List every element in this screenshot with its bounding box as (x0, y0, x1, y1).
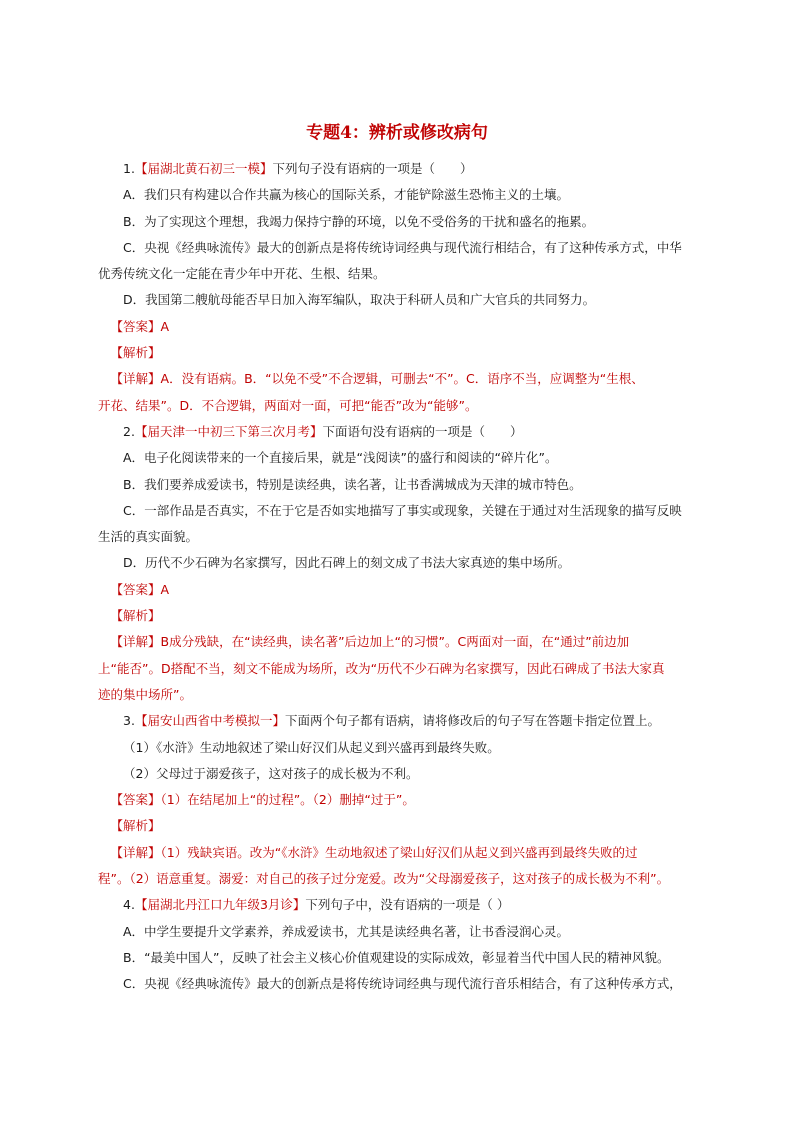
question-text: 下面两个句子都有语病，请将修改后的句子写在答题卡指定位置上。 (284, 713, 660, 729)
question-source: 【届湖北丹江口九年级3月诊】 (134, 897, 306, 913)
detail-line (98, 840, 698, 866)
detail-line (98, 629, 698, 655)
analysis-label: 【解析】 (110, 608, 161, 624)
option-c: C．一部作品是否真实，不在于它是否如实地描写了事实或现象，关键在于通过对生活现象的描写反映 (123, 502, 682, 518)
option-c: C．央视《经典咏流传》最大的创新点是将传统诗词经典与现代流行相结合，有了这种传承方式，中华 (123, 239, 682, 255)
answer-line (98, 787, 698, 813)
sentence-1: （1）《水浒》生动地叙述了梁山好汉们从起义到兴盛再到最终失败。 (123, 739, 500, 755)
question-stem (98, 892, 698, 918)
detail-text-continued: 上“能否”。D搭配不当，刻文不能成为场所，改为“历代不少石碑为名家撰写，因此石碑成了书法大家真 (98, 660, 665, 676)
answer-value: A (160, 318, 170, 334)
question-3 (98, 708, 698, 892)
detail-text: A．没有语病。B．“以免不受”不合逻辑，可删去“不”。C．语序不当，应调整为“生根、 (160, 371, 644, 387)
question-stem (98, 156, 698, 182)
detail-text: B成分残缺，在“读经典，读名著”后边加上“的习惯”。C两面对一面，在“通过”前边加 (160, 634, 630, 650)
detail-label: 【详解】 (110, 371, 161, 387)
option-d: D．我国第二艘航母能否早日加入海军编队，取决于科研人员和广大官兵的共同努力。 (123, 292, 596, 308)
option-b: B．“最美中国人”，反映了社会主义核心价值观建设的实际成效，彰显着当代中国人民的精神风貌。 (123, 949, 670, 965)
option-c-continued: 生活的真实面貌。 (98, 529, 199, 545)
option-c-continued: 优秀传统文化一定能在青少年中开花、生根、结果。 (98, 266, 386, 282)
option-a: A．我们只有构建以合作共赢为核心的国际关系，才能铲除滋生恐怖主义的土壤。 (123, 187, 570, 203)
question-stem (98, 708, 698, 734)
question-number: 1. (123, 161, 135, 176)
question-text: 下列句子中，没有语病的一项是（ ） (305, 897, 510, 913)
detail-text-continued: 程”。（2）语意重复。溺爱：对自己的孩子过分宠爱。改为“父母溺爱孩子，这对孩子的成长极为不利”。 (98, 871, 670, 887)
question-source: 【届湖北黄石初三一模】 (134, 161, 273, 176)
question-1 (98, 156, 698, 419)
question-source: 【届安山西省中考模拟一】 (134, 713, 285, 729)
detail-line (98, 366, 698, 392)
option-a: A．中学生要提升文学素养，养成爱读书，尤其是读经典名著，让书香浸润心灵。 (123, 923, 570, 939)
option-b: B．我们要养成爱读书，特别是读经典，读名著，让书香满城成为天津的城市特色。 (123, 476, 582, 492)
detail-label: 【详解】 (110, 844, 161, 860)
question-text: 下面语句没有语病的一项是（ ） (322, 423, 523, 439)
question-number: 2. (123, 423, 135, 439)
answer-label: 【答案】 (110, 318, 161, 334)
option-b: B．为了实现这个理想，我竭力保持宁静的环境，以免不受俗务的干扰和盛名的拖累。 (123, 213, 595, 229)
option-d: D．历代不少石碑为名家撰写，因此石碑上的刻文成了书法大家真迹的集中场所。 (123, 555, 571, 571)
question-2 (98, 419, 698, 708)
detail-label: 【详解】 (110, 634, 161, 650)
sentence-2: （2）父母过于溺爱孩子，这对孩子的成长极为不利。 (123, 765, 419, 781)
detail-text: （1）残缺宾语。改为“《水浒》生动地叙述了梁山好汉们从起义到兴盛再到最终失败的过 (160, 844, 638, 860)
analysis-label: 【解析】 (110, 818, 161, 834)
answer-label: 【答案】 (110, 581, 161, 597)
document-body (98, 156, 698, 998)
option-a: A．电子化阅读带来的一个直接后果，就是“浅阅读”的盛行和阅读的“碎片化”。 (123, 450, 558, 466)
question-number: 4. (123, 897, 135, 913)
answer-label: 【答案】 (110, 792, 161, 808)
detail-text-continued: 迹的集中场所”。 (98, 686, 192, 702)
question-text: 下列句子没有语病的一项是（ ） (272, 161, 473, 176)
option-c: C．央视《经典咏流传》最大的创新点是将传统诗词经典与现代流行音乐相结合，有了这种传承方式， (123, 976, 682, 992)
answer-line (98, 577, 698, 603)
analysis-label: 【解析】 (110, 345, 161, 361)
answer-line (98, 314, 698, 340)
page-title: 专题4：辨析或修改病句 (306, 123, 488, 143)
detail-text-continued: 开花、结果”。D．不合逻辑，两面对一面，可把“能否”改为“能够”。 (98, 397, 478, 413)
question-stem (98, 419, 698, 445)
answer-value: A (160, 581, 170, 597)
answer-value: （1）在结尾加上“的过程”。（2）删掉“过于”。 (160, 792, 415, 808)
question-4 (98, 892, 698, 997)
question-number: 3. (123, 713, 135, 729)
question-source: 【届天津一中初三下第三次月考】 (134, 423, 323, 439)
